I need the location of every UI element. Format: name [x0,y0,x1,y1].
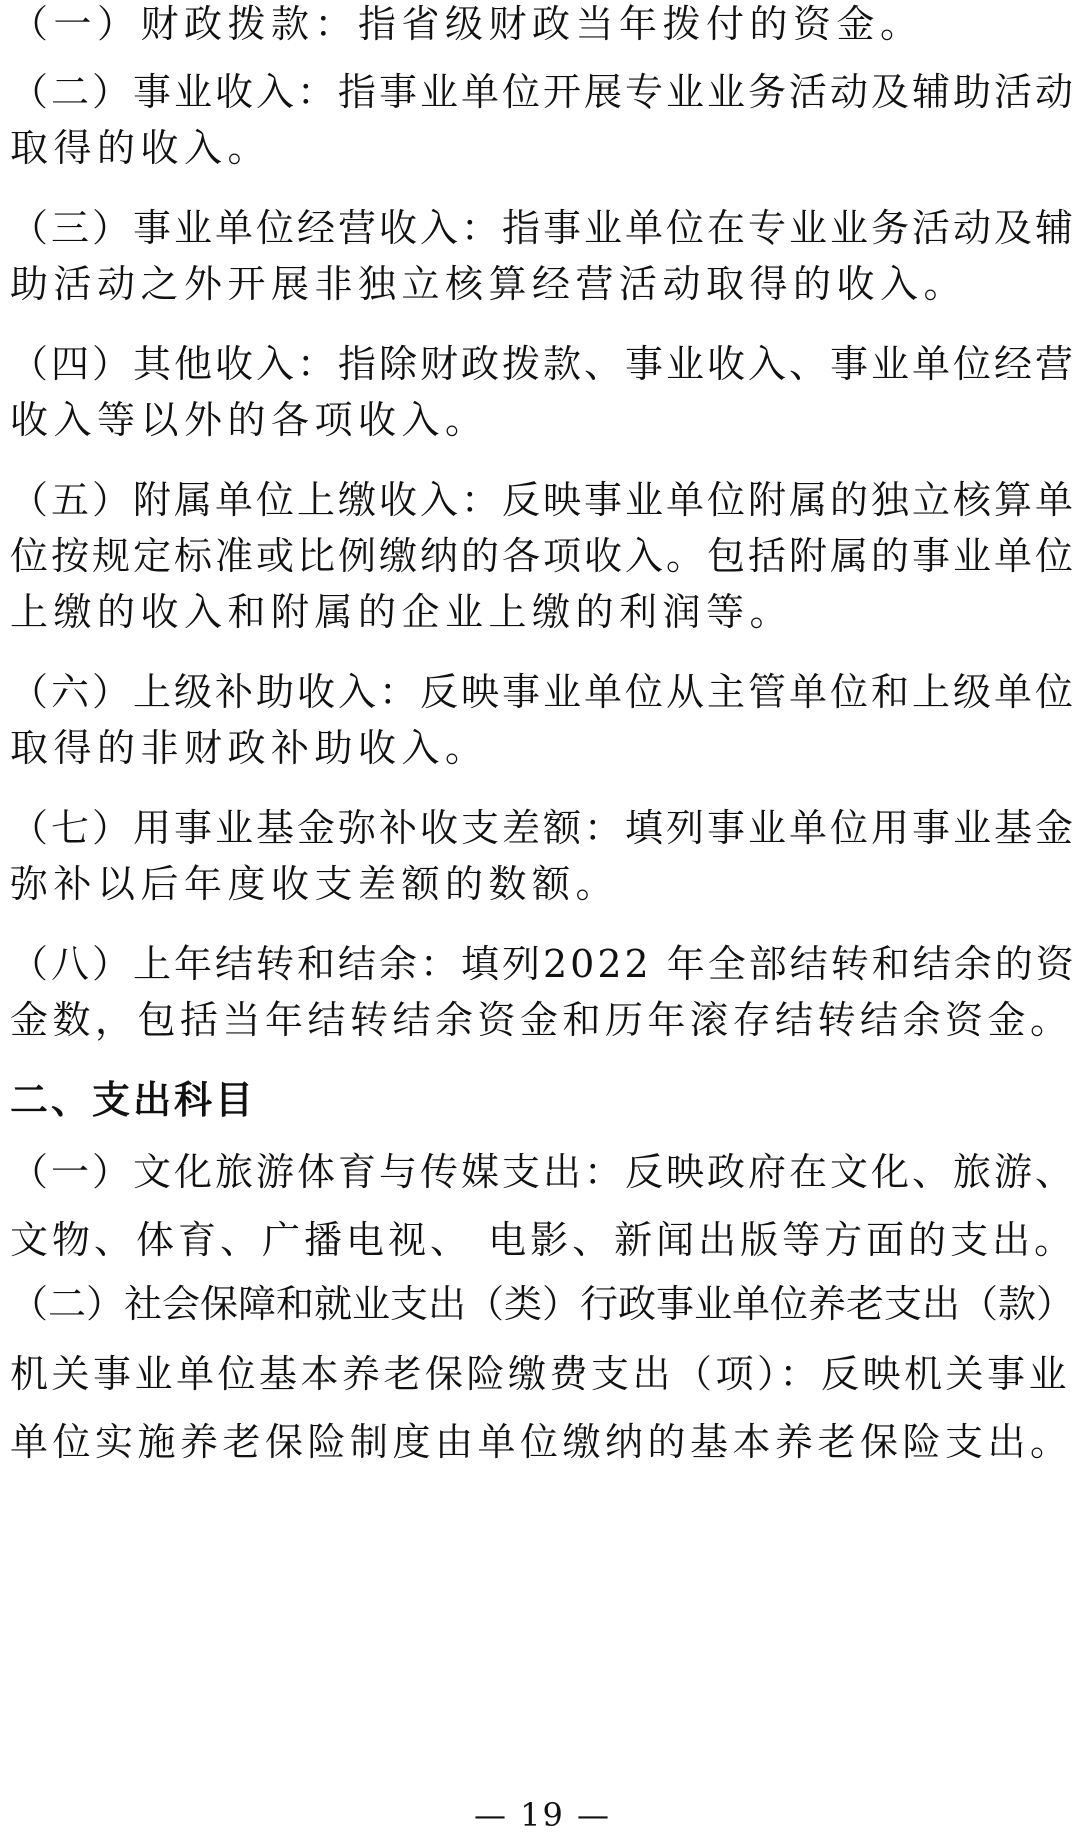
text-line: 机关事业单位基本养老保险缴费支出（项）：反映机关事业 [10,1352,1071,1396]
text-line: （三）事业单位经营收入：指事业单位在专业业务活动及辅 [10,206,1077,250]
text-line: （五）附属单位上缴收入：反映事业单位附属的独立核算单 [10,478,1077,522]
page-number: — 19 — [473,1796,612,1834]
text-line: （六）上级补助收入：反映事业单位从主管单位和上级单位 [10,670,1077,714]
text-line: （一）文化旅游体育与传媒支出：反映政府在文化、旅游、 [10,1150,1077,1194]
text-line: （二）事业收入：指事业单位开展专业业务活动及辅助活动 [10,70,1077,114]
text-line: 收入等以外的各项收入。 [10,398,489,442]
section-heading: 二、支出科目 [10,1078,257,1122]
text-line: 单位实施养老保险制度由单位缴纳的基本养老保险支出。 [10,1420,1073,1464]
text-line: 弥补以后年度收支差额的数额。 [10,862,620,906]
text-line: （二）社会保障和就业支出（类）行政事业单位养老支出（款） [10,1282,1075,1326]
text-line: 取得的收入。 [10,126,272,170]
text-line: 文物、体育、广播电视、 电影、新闻出版等方面的支出。 [10,1218,1077,1262]
text-line: （四）其他收入：指除财政拨款、事业收入、事业单位经营 [10,342,1077,386]
text-line: （一）财政拨款：指省级财政当年拨付的资金。 [10,2,924,46]
text-line: （八）上年结转和结余：填列2022 年全部结转和结余的资 [10,942,1077,986]
text-line: 取得的非财政补助收入。 [10,726,489,770]
text-line: 金数，包括当年结转结余资金和历年滚存结转结余资金。 [10,998,1073,1042]
text-line: 位按规定标准或比例缴纳的各项收入。包括附属的事业单位 [10,534,1077,578]
text-line: 上缴的收入和附属的企业上缴的利润等。 [10,590,794,634]
text-line: （七）用事业基金弥补收支差额：填列事业单位用事业基金 [10,806,1077,850]
text-line: 助活动之外开展非独立核算经营活动取得的收入。 [10,262,968,306]
